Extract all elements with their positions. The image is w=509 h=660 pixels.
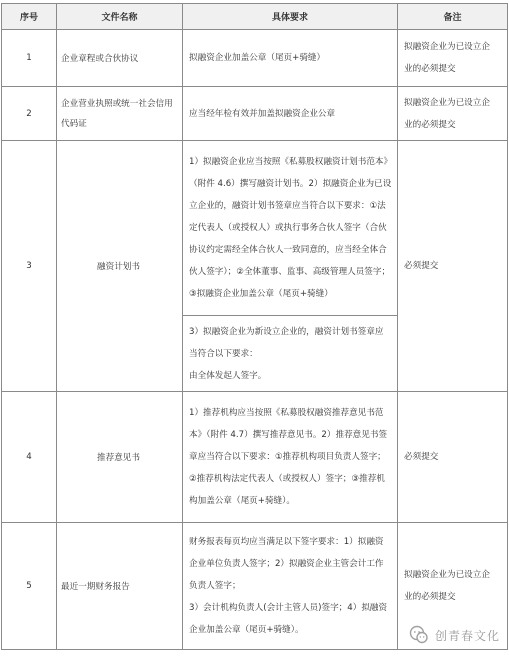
table-row [2,30,508,87]
wechat-like-icon [408,624,430,646]
table-row [2,392,508,523]
note-text: 必须提交 [398,392,508,523]
header-req: 具体要求 [183,4,398,30]
watermark [405,622,503,648]
row-number: 5 [2,523,57,650]
note-text: 拟融资企业为已设立企 业的必须提交 [398,30,508,87]
file-name: 企业章程或合伙协议 [57,30,183,87]
note-text: 拟融资企业为已设立企 业的必须提交 [398,523,508,650]
file-name: 融资计划书 [57,141,183,392]
watermark-text: 创青春文化 [434,628,500,643]
file-name: 企业营业执照或统一社会信用代码证 [57,87,183,141]
file-name: 最近一期财务报告 [57,523,183,650]
requirement-text: 1）拟融资企业应当按照《私募股权融资计划书范本》 （附件 4.6）撰写融资计划书。2）拟融资企业为已设 立企业的，融资计划书签章应当符合以下要求：①法 定代表人（或授权人）或执行事务合伙人签字（合伙 协议约定需经全体合伙人一致同意的，应当经全体合 伙人签字）；②全体董事、监事、高级管理人员签字； ③拟融资企业加盖公章（尾页+骑缝） [183,141,398,316]
row-number: 4 [2,392,57,523]
note-text: 拟融资企业为已设立企 业的必须提交 [398,87,508,141]
header-no: 序号 [2,4,57,30]
file-name: 推荐意见书 [57,392,183,523]
row-number: 3 [2,141,57,392]
header-name: 文件名称 [57,4,183,30]
requirement-text: 应当经年检有效并加盖拟融资企业公章 [183,87,398,141]
requirement-text: 3）拟融资企业为新设立企业的，融资计划书签章应 当符合以下要求： 由全体发起人签字。 [183,316,398,392]
header-note: 备注 [398,4,508,30]
row-number: 1 [2,30,57,87]
row-number: 2 [2,87,57,141]
table-row [2,141,508,316]
note-text: 必须提交 [398,141,508,392]
header-row [2,4,508,30]
requirement-text: 拟融资企业加盖公章（尾页+骑缝） [183,30,398,87]
requirements-table [1,3,508,650]
requirement-text: 1）推荐机构应当按照《私募股权融资推荐意见书范 本》（附件 4.7）撰写推荐意见书。2）推荐意见书签 章应当符合以下要求：①推荐机构项目负责人签字； ②推荐机构法定代表人（或授权人）签字；③推荐机 构加盖公章（尾页+骑缝）。 [183,392,398,523]
requirement-text: 财务报表每页均应当满足以下签字要求：1）拟融资 企业单位负责人签字；2）拟融资企业主管会计工作 负责人签字； 3）会计机构负责人(会计主管人员)签字；4）拟融资 企业加盖公章（尾页+骑缝）。 [183,523,398,650]
table-row [2,87,508,141]
